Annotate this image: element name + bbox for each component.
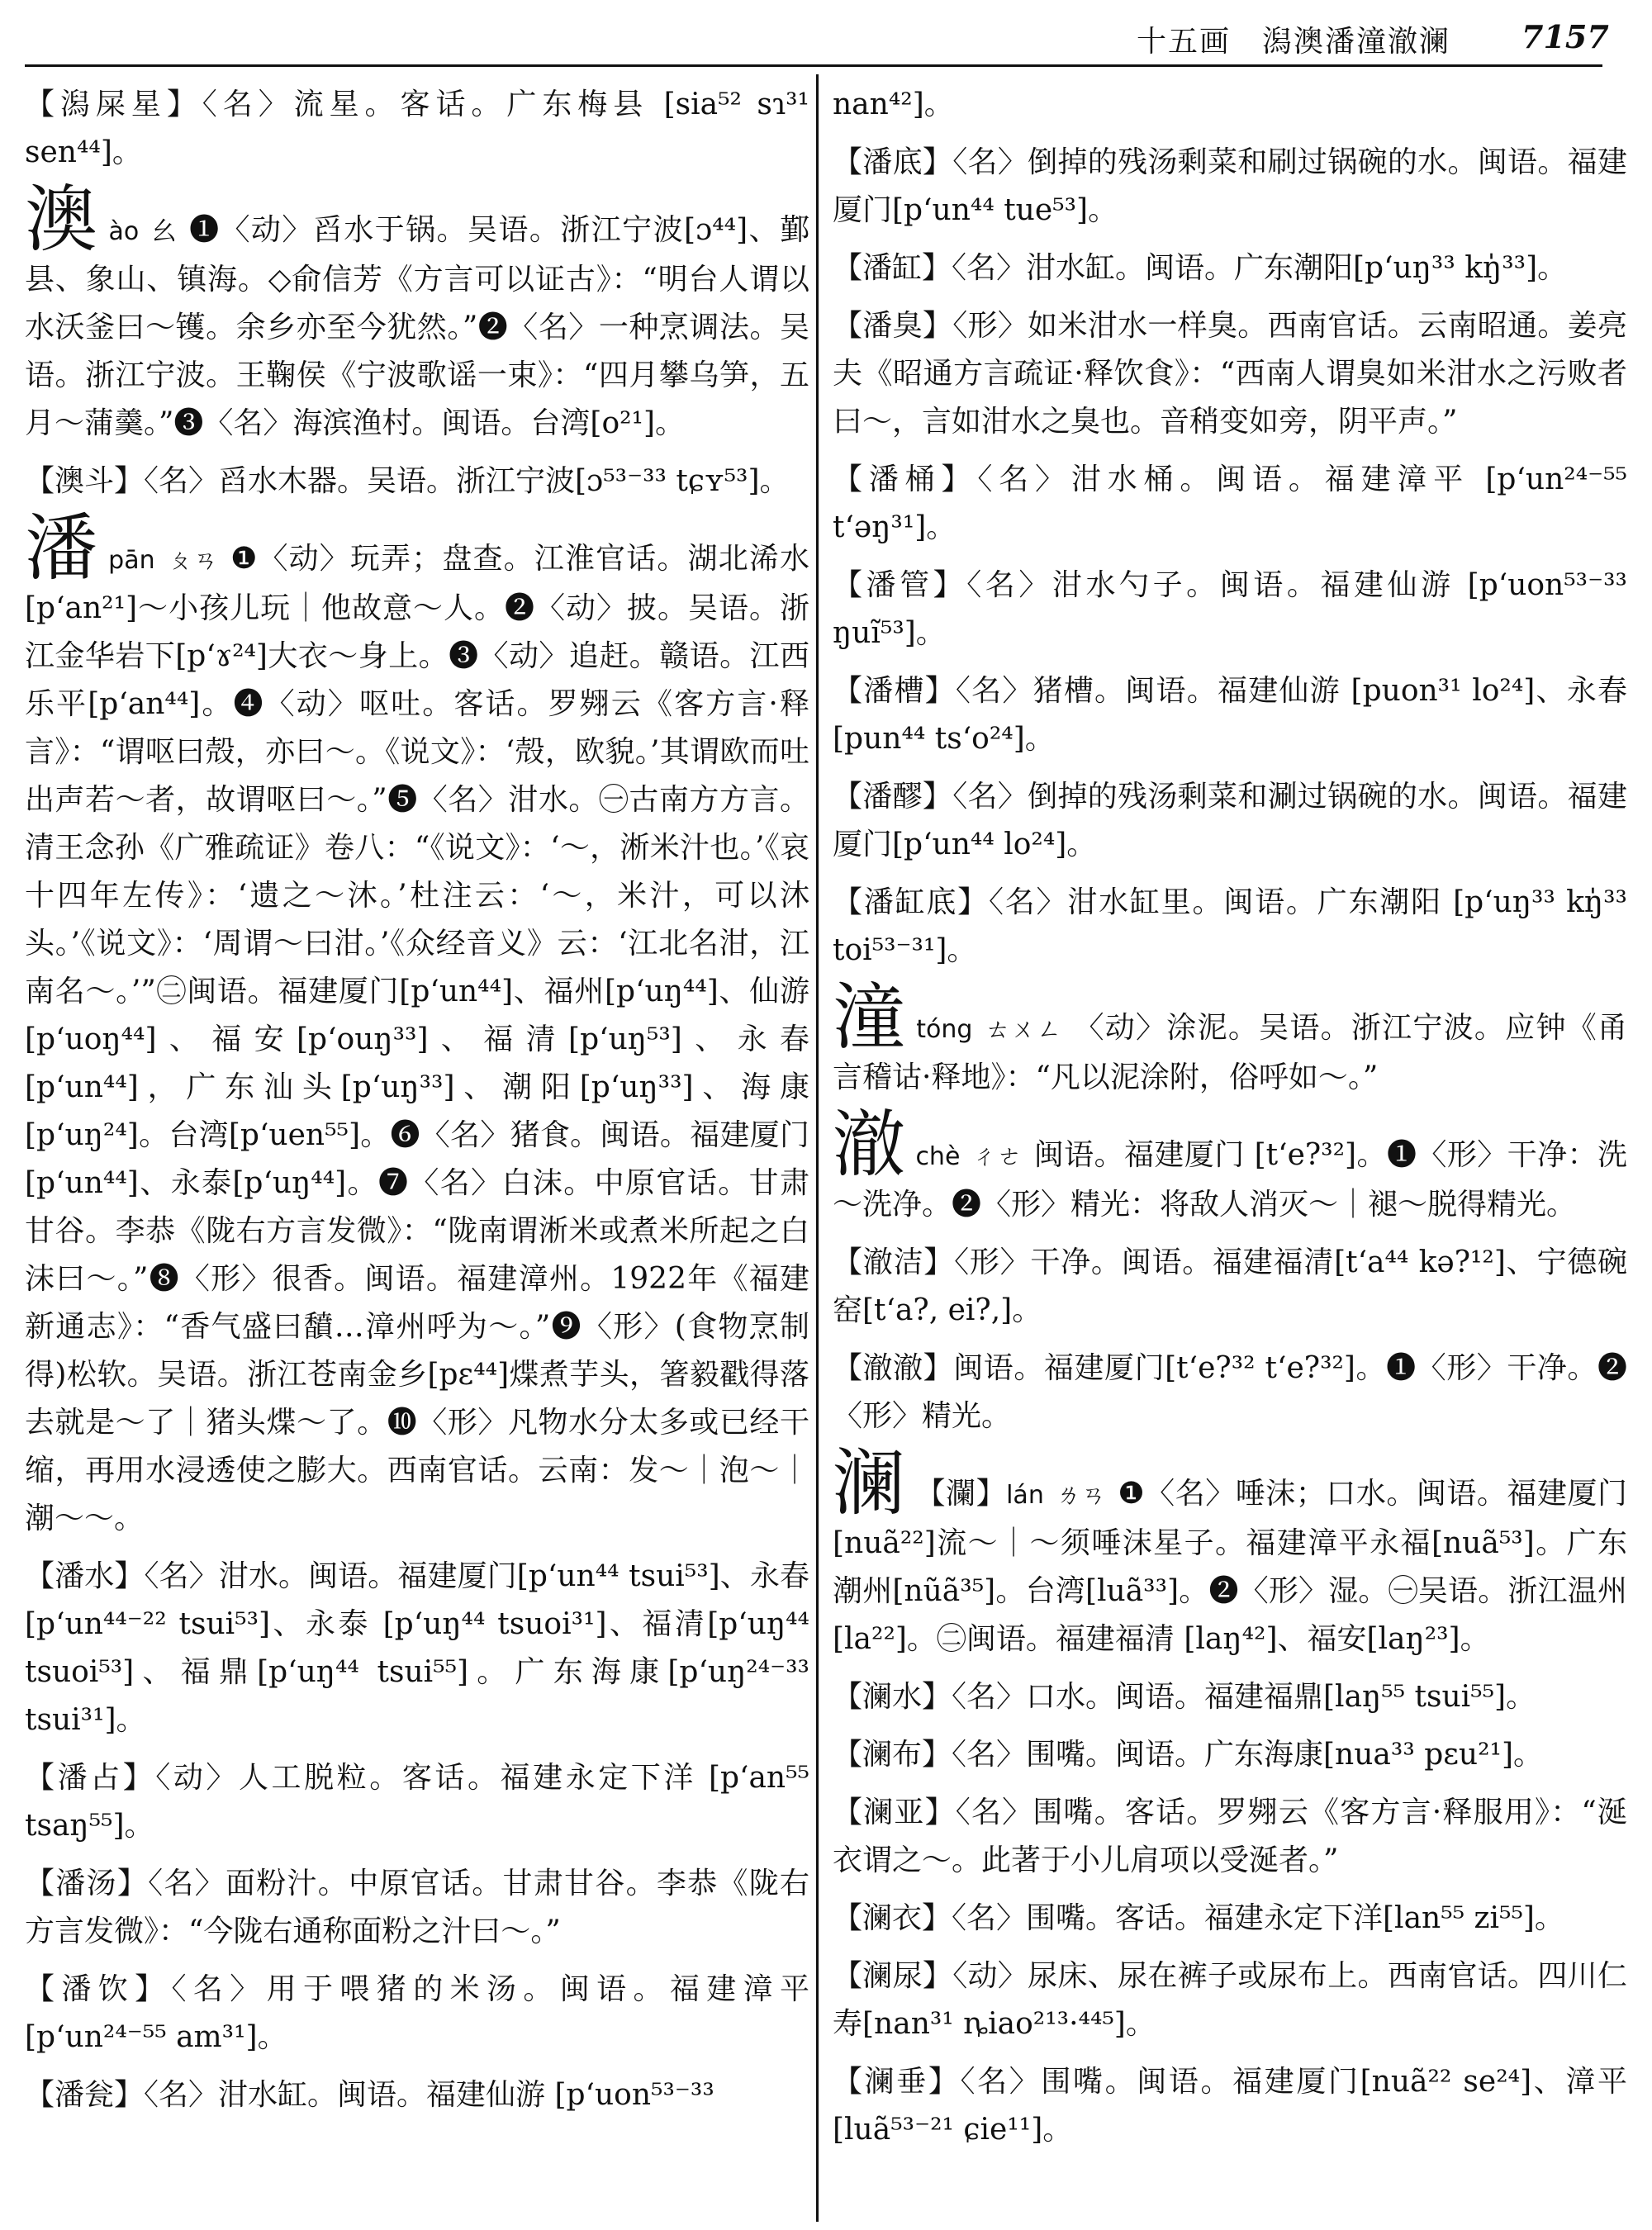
left-column xyxy=(25,81,809,2220)
right-entry xyxy=(833,244,1627,292)
sub-headword: 【潘醪】 xyxy=(833,780,953,814)
definition: 〈名〉泔水勺子。闽语。福建仙游 [p‘uon⁵³⁻³³ ŋuĩ⁵³]。 xyxy=(833,568,1627,650)
left-entry xyxy=(25,177,809,448)
pinyin: chè xyxy=(915,1142,961,1171)
sub-headword: 【澜尿】 xyxy=(833,1959,953,1993)
definition: 〈名〉用于喂猪的米汤。闽语。福建漳平 [p‘un²⁴⁻⁵⁵ am³¹]。 xyxy=(25,1972,809,2054)
sub-headword: 【潘管】 xyxy=(833,568,967,602)
sub-headword: 【澜衣】 xyxy=(833,1901,952,1935)
definition: 〈动〉尿床、尿在裤子或尿布上。西南官话。四川仁寿[nan³¹ ȵiao²¹³·⁴⁴⁵]。 xyxy=(833,1959,1627,2041)
headword-char: 潘 xyxy=(25,505,99,591)
sub-headword: 【潘臭】 xyxy=(833,309,953,343)
headword-char: 澜 xyxy=(833,1440,906,1525)
right-entry xyxy=(833,1102,1627,1229)
sub-headword: 【澈澈】 xyxy=(833,1351,954,1385)
left-entry xyxy=(25,458,809,505)
right-column xyxy=(833,81,1627,2220)
definition: 〈名〉倒掉的残汤剩菜和涮过锅碗的水。闽语。福建厦门[p‘un⁴⁴ lo²⁴]。 xyxy=(833,780,1627,861)
definition: 〈名〉口水。闽语。福建福鼎[laŋ⁵⁵ tsui⁵⁵]。 xyxy=(952,1680,1536,1714)
sub-headword: 【澜布】 xyxy=(833,1738,952,1772)
definition: ❶〈名〉唾沫；口水。闽语。福建厦门[nuã²²]流～｜～须唾沫星子。福建漳平永福[nuã⁵³]。广东潮州[nũã³⁵]。台湾[luã³³]。❷〈形〉湿。㊀吴语。浙江温州 [la²²]。㊁闽语。福建福清 [laŋ⁴²]、福安[laŋ²³]。 xyxy=(833,1477,1627,1656)
definition: 〈动〉人工脱粒。客话。福建永定下洋 [p‘an⁵⁵ tsaŋ⁵⁵]。 xyxy=(25,1761,809,1843)
sub-headword: 【潘占】 xyxy=(25,1761,156,1795)
sub-headword: 【潘饮】 xyxy=(25,1972,172,2006)
definition: 〈名〉倒掉的残汤剩菜和刷过锅碗的水。闽语。福建厦门[p‘un⁴⁴ tue⁵³]。 xyxy=(833,145,1627,227)
left-entry xyxy=(25,81,809,177)
headword-char: 潼 xyxy=(833,975,907,1060)
right-entry xyxy=(833,562,1627,657)
left-entry xyxy=(25,1553,809,1744)
definition: 〈动〉涂泥。吴语。浙江宁波。应钟《甬言稽诂·释地》：“凡以泥涂附，俗呼如～。” xyxy=(833,1011,1627,1094)
continued-text: nan⁴²]。 xyxy=(833,88,954,121)
column-divider xyxy=(816,74,819,2222)
sub-headword: 【澈洁】 xyxy=(833,1245,955,1279)
definition: 闽语。福建厦门 [t‘e?³²]。❶〈形〉干净：洗～洗净。❷〈形〉精光：将敌人消灭～｜褪～脱得精光。 xyxy=(833,1138,1627,1222)
sub-headword: 【潘缸】 xyxy=(833,251,952,285)
sub-headword: 【澳斗】 xyxy=(25,464,145,498)
zhuyin: ㄊㄨㄥ xyxy=(984,1015,1063,1044)
zhuyin: ㄔㄜ xyxy=(971,1142,1023,1171)
sub-headword: 【澜垂】 xyxy=(833,2065,961,2099)
definition: 〈名〉舀水木器。吴语。浙江宁波[ɔ⁵³⁻³³ tɕʏ⁵³]。 xyxy=(144,464,790,498)
right-entry xyxy=(833,2058,1627,2154)
page-header xyxy=(0,0,1652,66)
sub-headword: 【澜亚】 xyxy=(833,1796,956,1829)
pinyin: tóng xyxy=(916,1015,973,1044)
right-entry xyxy=(833,1239,1627,1335)
definition: ❶〈动〉玩弄；盘查。江淮官话。湖北浠水[p‘an²¹]～小孩儿玩｜他故意～人。❷〈动〉披。吴语。浙江金华岩下[p‘ɤ²⁴]大衣～身上。❸〈动〉追赶。赣语。江西乐平[p‘an⁴⁴]。❹〈动〉呕吐。客话。罗翙云《客方言·释言》：“谓呕曰殻，亦曰～。《说文》：‘殻，欧貌。’其谓欧而吐出声若～者，故谓呕曰～。”❺〈名〉泔水。㊀古南方方言。清王念孙《广雅疏证》卷八：“《说文》：‘～，淅米汁也。’《哀十四年左传》：‘遗之～沐。’杜注云：‘～，米汁，可以沐头。’《说文》：‘周谓～曰泔。’《众经音义》云：‘江北名泔，江南名～。’”㊁闽语。福建厦门[p‘un⁴⁴]、福州[p‘uŋ⁴⁴]、仙游[p‘uoŋ⁴⁴]、福安[p‘ouŋ³³]、福清[p‘uŋ⁵³]、永春[p‘un⁴⁴]，广东汕头[p‘uŋ³³]、潮阳[p‘uŋ³³]、海康[p‘uŋ²⁴]。台湾[p‘uen⁵⁵]。❻〈名〉猪食。闽语。福建厦门[p‘un⁴⁴]、永泰[p‘uŋ⁴⁴]。❼〈名〉白沫。中原官话。甘肃甘谷。李恭《陇右方言发微》：“陇南谓淅米或煮米所起之白沫曰～。”❽〈形〉很香。闽语。福建漳州。1922年《福建新通志》：“香气盛曰馩…漳州呼为～。”❾〈形〉(食物烹制得)松软。吴语。浙江苍南金乡[pɛ⁴⁴]煠煮芋头，箸毅戳得落去就是～了｜猪头煠～了。❿〈形〉凡物水分太多或已经干缩，再用水浸透使之膨大。西南官话。云南：发～｜泡～｜潮～～。 xyxy=(25,542,809,1535)
sub-headword: 【澜水】 xyxy=(833,1680,952,1714)
sub-headword: 【潘桶】 xyxy=(833,463,978,496)
pinyin: lán xyxy=(1006,1481,1044,1510)
right-entry xyxy=(833,879,1627,975)
left-entry xyxy=(25,1966,809,2062)
headword-char: 澈 xyxy=(833,1102,906,1187)
definition: 〈名〉泔水缸里。闽语。广东潮阳 [p‘uŋ³³ kŋ̍³³ toi⁵³⁻³¹]。 xyxy=(833,885,1627,967)
zhuyin: 幺 xyxy=(150,217,178,246)
right-entry xyxy=(833,456,1627,552)
right-entry xyxy=(833,81,1627,129)
right-entry xyxy=(833,667,1627,763)
definition: ❶〈动〉舀水于锅。吴语。浙江宁波[ɔ⁴⁴]、鄞县、象山、镇海。◇俞信芳《方言可以证古》：“明台人谓以水沃釜曰～镬。余乡亦至今犹然。”❷〈名〉一种烹调法。吴语。浙江宁波。王鞠侯《宁波歌谣一束》：“四月攀乌笋，五月～蒲羹。”❸〈名〉海滨渔村。闽语。台湾[o²¹]。 xyxy=(25,213,809,440)
definition: 〈形〉干净。闽语。福建福清[t‘a⁴⁴ kə?¹²]、宁德碗窑[t‘a?, ei?,]。 xyxy=(833,1245,1627,1327)
definition: 〈名〉泔水缸。闽语。福建仙游 [p‘uon⁵³⁻³³ xyxy=(144,2078,714,2112)
sub-headword: 【潘底】 xyxy=(833,145,953,179)
right-entry xyxy=(833,1895,1627,1943)
header-rule xyxy=(25,64,1602,67)
zhuyin: ㄆㄢ xyxy=(166,546,220,575)
right-entry xyxy=(833,1952,1627,2048)
definition: 〈名〉流星。客话。广东梅县 [sia⁵² sɿ³¹ sen⁴⁴]。 xyxy=(25,88,809,169)
variant-form: 【瀾】 xyxy=(915,1477,1007,1511)
right-entry xyxy=(833,1345,1627,1440)
sub-headword: 【潘缸底】 xyxy=(833,885,989,919)
definition: 〈名〉泔水缸。闽语。广东潮阳[p‘uŋ³³ kŋ̍³³]。 xyxy=(952,251,1568,285)
right-entry xyxy=(833,1440,1627,1663)
definition: 〈名〉围嘴。闽语。福建厦门[nuã²² se²⁴]、漳平[luã⁵³⁻²¹ ɕie¹¹]。 xyxy=(833,2065,1627,2147)
left-entry xyxy=(25,1754,809,1850)
left-entry xyxy=(25,505,809,1543)
right-entry xyxy=(833,1673,1627,1721)
left-entry xyxy=(25,1860,809,1956)
definition: 〈名〉围嘴。闽语。广东海康[nua³³ pɛu²¹]。 xyxy=(952,1738,1543,1772)
headword-char: 澳 xyxy=(25,177,99,262)
definition: 〈名〉猪槽。闽语。福建仙游 [puon³¹ lo²⁴]、永春[pun⁴⁴ ts‘o²⁴]。 xyxy=(833,674,1627,756)
definition: 〈名〉围嘴。客话。罗翙云《客方言·释服用》：“涎衣谓之～。此著于小儿肩项以受涎者。” xyxy=(833,1796,1627,1877)
pinyin: ào xyxy=(108,217,140,246)
left-entry xyxy=(25,2071,809,2119)
definition: 〈名〉泔水桶。闽语。福建漳平 [p‘un²⁴⁻⁵⁵ t‘əŋ³¹]。 xyxy=(833,463,1627,544)
right-entry xyxy=(833,302,1627,446)
right-entry xyxy=(833,139,1627,235)
right-entry xyxy=(833,1731,1627,1779)
page-number: 7157 xyxy=(1521,18,1609,55)
definition: 闽语。福建厦门[t‘e?³² t‘e?³²]。❶〈形〉干净。❷〈形〉精光。 xyxy=(833,1351,1627,1433)
right-entry xyxy=(833,773,1627,869)
sub-headword: 【潘汤】 xyxy=(25,1867,149,1900)
definition: 〈名〉面粉汁。中原官话。甘肃甘谷。李恭《陇右方言发微》：“今陇右通称面粉之汁曰～。” xyxy=(25,1867,809,1948)
definition: 〈名〉泔水。闽语。福建厦门[p‘un⁴⁴ tsui⁵³]、永春[p‘un⁴⁴⁻²² tsui⁵³]、永泰 [p‘uŋ⁴⁴ tsuoi³¹]、福清[p‘uŋ⁴⁴ tsuoi⁵³]、福鼎[p‘uŋ⁴⁴ tsui⁵⁵]。广东海康[p‘uŋ²⁴⁻³³ tsui³¹]。 xyxy=(25,1559,809,1737)
sub-headword: 【潟屎星】 xyxy=(25,88,202,121)
right-entry xyxy=(833,975,1627,1102)
zhuyin: ㄌㄢ xyxy=(1055,1481,1107,1510)
right-entry xyxy=(833,1789,1627,1885)
definition: 〈名〉围嘴。客话。福建永定下洋[lan⁵⁵ zi⁵⁵]。 xyxy=(952,1901,1564,1935)
sub-headword: 【潘槽】 xyxy=(833,674,956,708)
definition: 〈形〉如米泔水一样臭。西南官话。云南昭通。姜亮夫《昭通方言疏证·释饮食》：“西南人谓臭如米泔水之污败者曰～，言如泔水之臭也。音稍变如旁，阴平声。” xyxy=(833,309,1627,439)
sub-headword: 【潘水】 xyxy=(25,1559,145,1593)
sub-headword: 【潘瓮】 xyxy=(25,2078,145,2112)
pinyin: pān xyxy=(108,546,155,575)
section-title: 十五画 潟澳潘潼澈澜 xyxy=(1137,25,1451,59)
